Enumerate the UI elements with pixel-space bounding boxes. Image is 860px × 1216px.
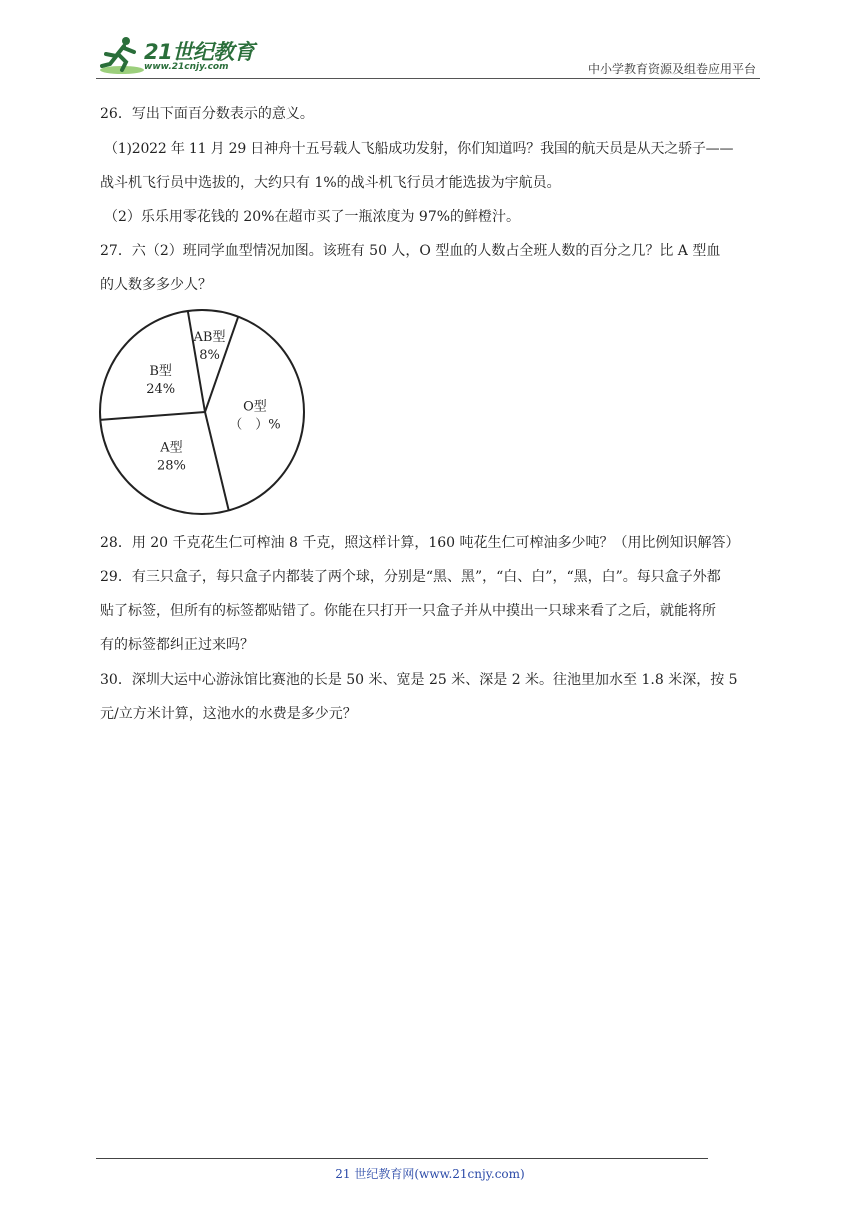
pie-value-label: 28% xyxy=(156,458,186,474)
question-28: 28．用 20 千克花生仁可榨油 8 千克，照这样计算，160 吨花生仁可榨油多少吨？（用比例知识解答） xyxy=(100,535,740,551)
runner-logo-icon xyxy=(96,34,144,78)
question-27-line1: 27．六（2）班同学血型情况加图。该班有 50 人，O 型血的人数占全班人数的百分之几？比 A 型血 xyxy=(100,243,721,259)
pie-category-label: A型 xyxy=(160,440,183,456)
blood-type-pie-chart xyxy=(98,308,310,520)
question-27-line2: 的人数多多少人？ xyxy=(100,277,212,293)
question-30-line1: 30．深圳大运中心游泳馆比赛池的长是 50 米、宽是 25 米、深是 2 米。往池里加水至 1.8 米深，按 5 xyxy=(100,672,738,688)
footer-text: 21 世纪教育网(www.21cnjy.com) xyxy=(335,1167,525,1181)
page-header xyxy=(96,34,760,80)
pie-value-label: 24% xyxy=(146,381,176,397)
pie-value-label: （ ）% xyxy=(229,417,281,433)
question-29-line1: 29．有三只盒子，每只盒子内都装了两个球，分别是“黑、黑”，“白、白”，“黑，白”。每只盒子外都 xyxy=(100,569,721,585)
platform-title: 中小学教育资源及组卷应用平台 xyxy=(587,62,756,76)
question-30-line2: 元/立方米计算，这池水的水费是多少元？ xyxy=(100,706,357,722)
question-26-part1-line1: （1)2022 年 11 月 29 日神舟十五号载人飞船成功发射，你们知道吗？我国的航天员是从天之骄子—— xyxy=(104,141,734,157)
footer-divider xyxy=(96,1158,708,1159)
pie-category-label: B型 xyxy=(149,363,172,379)
question-26-part2: （2）乐乐用零花钱的 20%在超市买了一瓶浓度为 97%的鲜橙汁。 xyxy=(104,209,521,225)
pie-category-label: AB型 xyxy=(193,330,226,346)
question-26-title: 26．写出下面百分数表示的意义。 xyxy=(100,106,314,122)
question-26-part1-line2: 战斗机飞行员中选拔的，大约只有 1%的战斗机飞行员才能选拔为宇航员。 xyxy=(100,175,561,191)
pie-category-label: O型 xyxy=(243,399,267,415)
logo-text: 21世纪教育 xyxy=(144,40,255,64)
logo xyxy=(96,34,266,78)
pie-value-label: 8% xyxy=(199,348,220,364)
question-29-line2: 贴了标签，但所有的标签都贴错了。你能在只打开一只盒子并从中摸出一只球来看了之后，就能将所 xyxy=(100,603,716,619)
question-29-line3: 有的标签都纠正过来吗？ xyxy=(100,637,254,653)
logo-url: www.21cnjy.com xyxy=(144,62,229,72)
header-divider xyxy=(96,78,760,79)
